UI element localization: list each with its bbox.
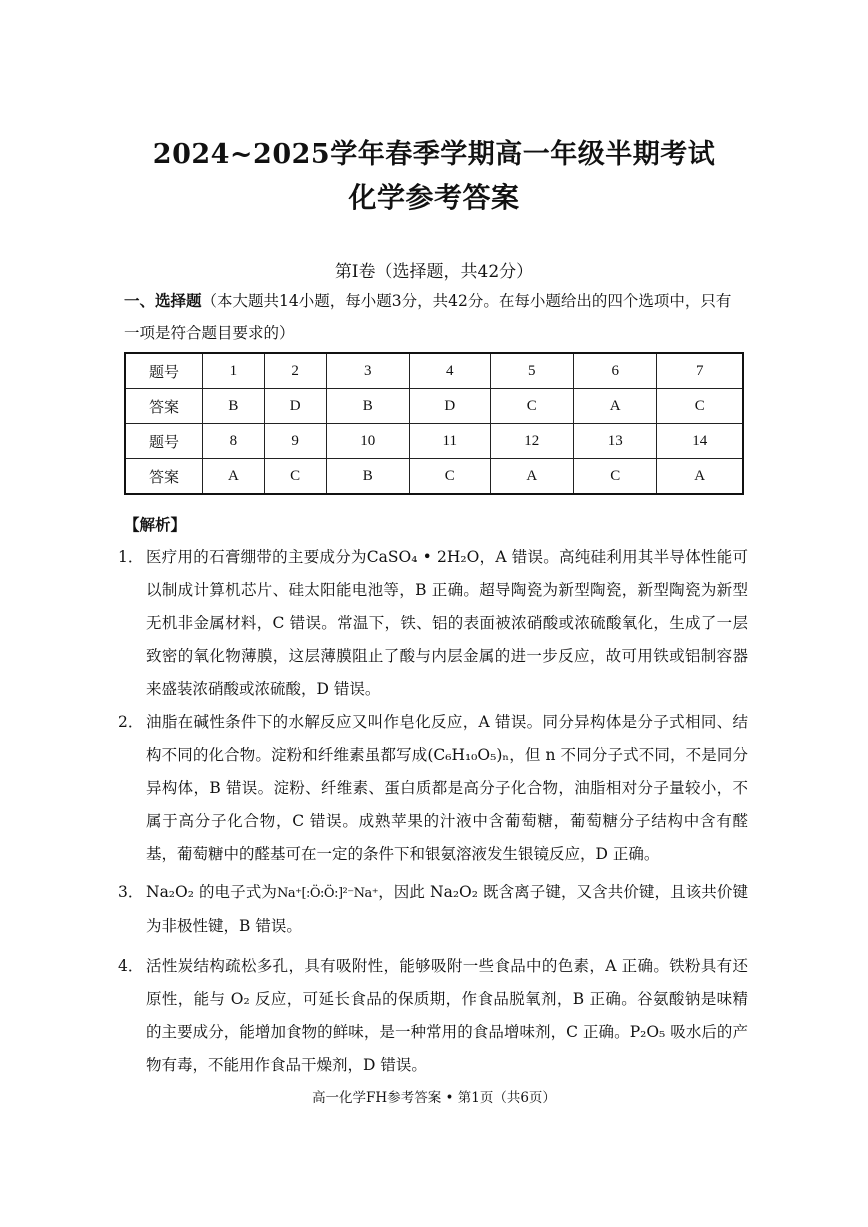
answer-table-cell: C (573, 459, 656, 495)
analysis-item-4 (118, 950, 748, 1082)
answer-table-row (125, 459, 743, 495)
page-subtitle: 化学参考答案 (348, 181, 520, 214)
section-heading: 第Ⅰ卷（选择题，共42分） (334, 262, 534, 282)
answer-table-cell: 2 (264, 353, 326, 389)
answer-table-cell: 13 (573, 424, 656, 459)
section-intro-line2: 一项是符合题目要求的） (124, 324, 295, 342)
answer-table-cell: 1 (203, 353, 265, 389)
answer-table-cell: A (490, 459, 573, 495)
answer-table-row-header: 题号 (125, 424, 203, 459)
item-text: 活性炭结构疏松多孔，具有吸附性，能够吸附一些食品中的色素，A 正确。铁粉具有还原性，能与 O₂ 反应，可延长食品的保质期，作食品脱氧剂，B 正确。谷氨酸钠是味精的主要成分，能增加食物的鲜味，是一种常用的食品增味剂，C 正确。 (146, 957, 748, 1041)
answer-table-cell: D (264, 389, 326, 424)
analysis-item-1 (118, 541, 748, 706)
item-text: 吸水后的产物有毒，不能用作食品干燥剂，D 错误。 (146, 1023, 748, 1074)
answer-table-row-header: 答案 (125, 459, 203, 495)
answer-table-row-header: 题号 (125, 353, 203, 389)
item-text: ，但 n 不同分子式不同，不是同分异构体，B 错误。淀粉、纤维素、蛋白质都是高分子化合物，油脂相对分子量较小，不属于高分子化合物，C 错误。成熟苹果的汁液中含葡萄糖，葡萄糖分子结构中含有醛基，葡萄糖中的醛基可在一定的条件下和银氨溶液发生银镜反应，D 正确。 (146, 746, 748, 863)
analysis-item-3 (118, 876, 748, 943)
page-title: 2024~2025学年春季学期高一年级半期考试 (152, 139, 716, 170)
answer-table-cell: 7 (657, 353, 743, 389)
answer-table-cell: 3 (326, 353, 409, 389)
item-formula: CaSO₄ • 2H₂O (366, 548, 480, 566)
answer-table-cell: C (490, 389, 573, 424)
page-footer: 高一化学FH参考答案 • 第1页（共6页） (312, 1090, 556, 1106)
item-number: 1． (118, 548, 144, 566)
answer-table-row (125, 389, 743, 424)
answer-table-row (125, 424, 743, 459)
item-text: ，因此 Na₂O₂ 既含离子键，又含共价键，且该共价键为非极性键，B 错误。 (146, 883, 749, 935)
answer-table-cell: A (203, 459, 265, 495)
answer-table-cell: D (409, 389, 490, 424)
analysis-heading: 【解析】 (124, 515, 187, 534)
answer-table-cell: 8 (203, 424, 265, 459)
section-intro (124, 286, 750, 316)
analysis-item-2 (118, 706, 748, 871)
item-text: ，A 错误。高纯硅利用其半导体性能可以制成计算机芯片、硅太阳能电池等，B 正确。超导陶瓷为新型陶瓷，新型陶瓷为新型无机非金属材料，C 错误。常温下，铁、铝的表面被浓硝酸或浓硫酸氧化，生成了一层致密的氧化物薄膜，这层薄膜阻止了酸与内层金属的进一步反应，故可用铁或铝制容器来盛装浓硝酸或浓硫酸，D 错误。 (146, 548, 748, 698)
section-intro-text: （本大题共14小题，每小题3分，共42分。在每小题给出的四个选项中，只有 (201, 292, 732, 310)
item-text: 油脂在碱性条件下的水解反应又叫作皂化反应，A 错误。同分异构体是分子式相同、结构不同的化合物。淀粉和纤维素虽都写成 (146, 713, 748, 764)
item-formula: (C₆H₁₀O₅)ₙ (427, 746, 510, 764)
electron-formula: Na⁺[:Ö:Ö:]²⁻Na⁺ (276, 886, 379, 901)
item-text: 医疗用的石膏绷带的主要成分为 (146, 548, 367, 566)
answer-table-cell: 9 (264, 424, 326, 459)
item-formula: P₂O₅ (629, 1023, 666, 1041)
answer-table-cell: C (409, 459, 490, 495)
answer-table-cell: B (326, 459, 409, 495)
answer-table-row-header: 答案 (125, 389, 203, 424)
answer-table-cell: C (657, 389, 743, 424)
answer-table-cell: 5 (490, 353, 573, 389)
answer-table-cell: C (264, 459, 326, 495)
section-intro-label: 一、选择题 (124, 291, 202, 310)
item-text: Na₂O₂ 的电子式为 (146, 883, 277, 901)
answer-table-cell: B (326, 389, 409, 424)
item-number: 2． (118, 713, 144, 731)
answer-table-cell: 10 (326, 424, 409, 459)
answer-table-cell: 4 (409, 353, 490, 389)
answer-table-cell: B (203, 389, 265, 424)
answer-table-cell: A (657, 459, 743, 495)
item-number: 3． (118, 883, 144, 901)
answer-table-cell: 12 (490, 424, 573, 459)
answer-table (124, 352, 744, 495)
answer-table-cell: 11 (409, 424, 490, 459)
answer-table-cell: 14 (657, 424, 743, 459)
answer-table-cell: 6 (573, 353, 656, 389)
item-number: 4． (118, 957, 144, 975)
answer-table-row (125, 353, 743, 389)
answer-table-cell: A (573, 389, 656, 424)
